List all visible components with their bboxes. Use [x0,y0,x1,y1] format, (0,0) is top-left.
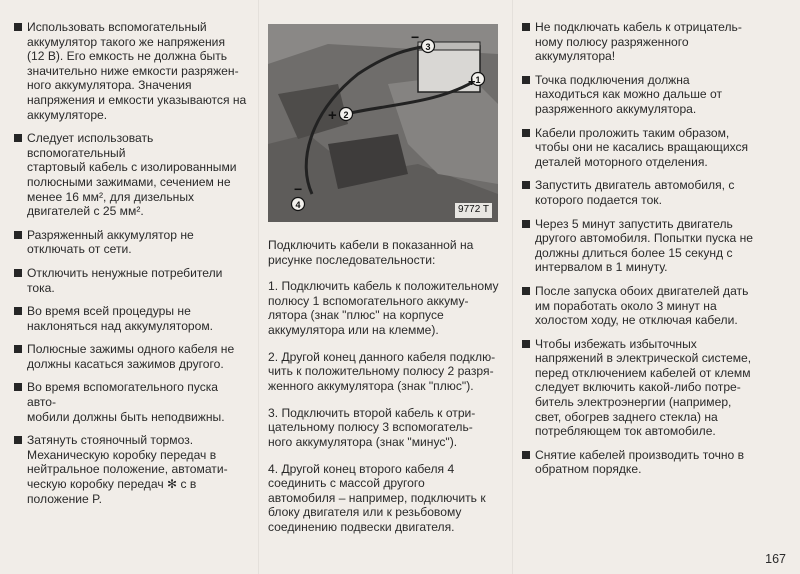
bullet-text: Во время всей процедуры не наклоняться над аккумулятором. [27,304,214,333]
bullet-text: Запустить двигатель автомобиля, с которого подается ток. [535,178,735,207]
bullet-text: Следует использовать вспомогательный стартовый кабель с изолированными полюсными зажимами, сечением не менее 16 мм², для дизельных двигателей с 25 мм². [27,131,237,219]
bullet-text: Полюсные зажимы одного кабеля не должны касаться зажимов другого. [27,342,235,371]
bullet-icon [522,181,530,189]
middle-column [268,20,504,542]
label-1: 1 [475,75,481,85]
bullet-text: Отключить ненужные потребители тока. [27,265,223,295]
bullet-text: Использовать вспомогательный аккумулятор такого же напряжения (12 В). Его емкость не должна быть значительно ниже емкости разряжен- ного аккумулятора. Значения напряжения и емкости указываются на аккумуляторе. [27,20,247,122]
bullet-item [522,126,754,170]
bullet-icon [14,23,22,31]
bullet-text: Затянуть стояночный тормоз. Механическую коробку передач в нейтральное положение, автомати- ческую коробку передач ✻ с в положение P. [27,433,228,506]
bullet-icon [14,307,22,315]
bullet-item [14,228,248,257]
bullet-text: Точка подключения должна находиться как можно дальше от разряженного аккумулятора. [535,72,723,116]
bullet-item [522,284,754,328]
bullet-text: Чтобы избежать избыточных напряжений в электрической системе, перед отключением кабелей от клемм следует включить какой-либо потре- битель электроэнергии (например, свет, обогрев заднего стекла) на потребляющем ток автомобиле. [535,336,752,439]
bullet-icon [522,287,530,295]
bullet-icon [522,23,530,31]
bullet-icon [14,345,22,353]
bullet-item [522,337,754,439]
bullet-text: Во время вспомогательного пуска авто- мобили должны быть неподвижны. [27,380,225,424]
bullet-text: Разряженный аккумулятор не отключать от сети. [27,227,194,257]
bullet-item [522,20,754,64]
step-1: 1. Подключить кабель к положительному полюсу 1 вспомогательного аккуму- лятора (знак "плюс" на корпусе аккумулятора или на клемме). [268,279,499,338]
plus-sign: + [328,107,337,124]
step-2: 2. Другой конец данного кабеля подклю- чить к положительному полюсу 2 разря- женного аккумулятора (знак "плюс"). [268,349,496,393]
bullet-item [14,131,248,219]
figure-caption: 9772 T [455,203,492,218]
minus-sign: − [411,29,420,45]
left-column [14,20,248,515]
bullet-item [14,433,248,506]
column-divider [512,0,513,574]
bullet-text: Кабели проложить таким образом, чтобы они не касались вращающихся деталей моторного отделения. [535,125,749,169]
step-3: 3. Подключить второй кабель к отри- цательному полюсу 3 вспомогатель- ного аккумулятора (знак "минус"). [268,405,476,449]
column-divider [258,0,259,574]
bullet-item [522,73,754,117]
label-3: 3 [425,42,431,52]
bullet-icon [522,129,530,137]
bullet-item [14,342,248,371]
bullet-text: После запуска обоих двигателей дать им поработать около 3 минут на холостом ходу, не отключая кабели. [535,283,749,328]
bullet-icon [14,269,22,277]
bullet-item [14,304,248,333]
bullet-icon [14,383,22,391]
bullet-text: Снятие кабелей производить точно в обратном порядке. [535,447,745,477]
label-4: 4 [295,200,301,210]
page-number: 167 [765,552,786,566]
bullet-icon [14,436,22,444]
bullet-item [522,448,754,477]
bullet-text: Через 5 минут запустить двигатель другого автомобиля. Попытки пуска не должны длиться более 15 секунд с интервалом в 1 минуту. [535,216,754,275]
steps-intro: Подключить кабели в показанной на рисунке последовательности: [268,238,474,267]
bullet-item [14,20,248,122]
bullet-icon [522,220,530,228]
bullet-item [522,178,754,207]
bullet-item [522,217,754,275]
plus-sign: + [468,74,476,89]
bullet-text: Не подключать кабель к отрицатель- ному полюсу разряженного аккумулятора! [535,20,742,64]
right-column [522,20,754,486]
step-4: 4. Другой конец второго кабеля 4 соединить с массой другого автомобиля – например, подключить к блоку двигателя или к резьбовому соединению подвески двигателя. [268,461,486,534]
bullet-item [14,380,248,424]
bullet-icon [522,76,530,84]
bullet-icon [14,231,22,239]
bullet-icon [522,340,530,348]
minus-sign: − [294,181,303,197]
bullet-icon [522,451,530,459]
bullet-item [14,266,248,295]
bullet-icon [14,134,22,142]
label-2: 2 [343,110,349,120]
engine-bay-figure [268,24,498,222]
jump-start-diagram [268,24,498,222]
